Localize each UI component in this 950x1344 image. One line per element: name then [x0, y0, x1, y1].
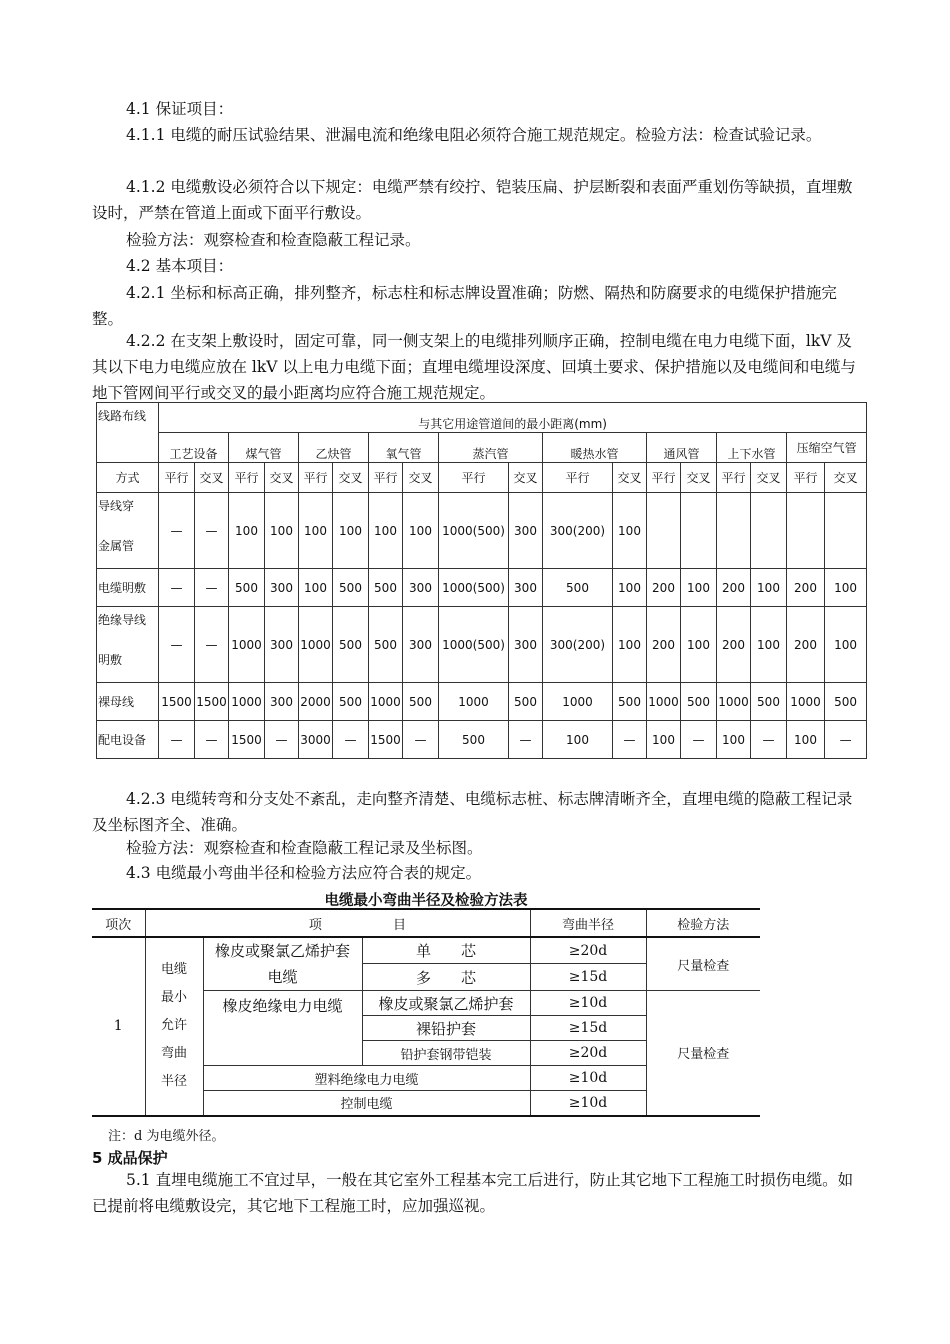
- table-cell: —: [403, 721, 439, 759]
- table-cell: —: [751, 721, 787, 759]
- group-header: 暖热水管: [543, 433, 647, 463]
- item-number: 1: [92, 937, 145, 1116]
- table-cell: 100: [647, 721, 681, 759]
- category-line: 半径: [160, 1074, 187, 1090]
- table-cell: 500: [439, 721, 509, 759]
- table-cell: [681, 493, 717, 569]
- parallel-header: 平行: [299, 463, 333, 493]
- table-cell: 1000: [229, 607, 265, 683]
- header-item-left: 项: [308, 917, 322, 933]
- table-cell: 200: [717, 607, 751, 683]
- table-cell: 300(200): [543, 493, 613, 569]
- paragraph-4-2-3: 4.2.3 电缆转弯和分支处不紊乱，走向整齐清楚、电缆标志桩、标志牌清晰齐全，直埋电缆的隐蔽工程记录及坐标图齐全、准确。: [92, 790, 853, 834]
- multi-core: 多 芯: [362, 964, 530, 991]
- table-cell: 500: [333, 569, 369, 607]
- table-cell: 200: [717, 569, 751, 607]
- parallel-header: 平行: [439, 463, 509, 493]
- cross-header: 交叉: [613, 463, 647, 493]
- radius-multi-core: ≥15d: [530, 964, 646, 991]
- table-cell: —: [681, 721, 717, 759]
- table-cell: 100: [751, 569, 787, 607]
- table-cell: 1000: [229, 683, 265, 721]
- header-radius: 弯曲半径: [530, 909, 646, 937]
- table-cell: 100: [681, 607, 717, 683]
- table-cell: 1500: [195, 683, 229, 721]
- paragraph-4-3: 4.3 电缆最小弯曲半径和检验方法应符合表的规定。: [126, 864, 482, 882]
- table-cell: 3000: [299, 721, 333, 759]
- table-cell: —: [333, 721, 369, 759]
- table-cell: 1000: [543, 683, 613, 721]
- category-line: 最小: [160, 990, 187, 1006]
- table-cell: 300: [403, 569, 439, 607]
- table-cell: 100: [825, 569, 867, 607]
- table-cell: 200: [647, 569, 681, 607]
- parallel-header: 平行: [717, 463, 751, 493]
- table-cell: 100: [299, 493, 333, 569]
- table-cell: 500: [333, 607, 369, 683]
- table-cell: 500: [403, 683, 439, 721]
- table-cell: 100: [681, 569, 717, 607]
- category-line: 允许: [160, 1018, 187, 1034]
- heading-4-1: 4.1 保证项目：: [126, 100, 234, 118]
- rubber-pvc-cable: 橡皮或聚氯乙烯护套电缆: [203, 937, 362, 991]
- min-distance-table: [96, 402, 867, 759]
- row-label: 电缆明敷: [97, 569, 159, 607]
- table-cell: —: [159, 569, 195, 607]
- group-header: 煤气管: [229, 433, 299, 463]
- table-cell: —: [195, 607, 229, 683]
- table-cell: 500: [825, 683, 867, 721]
- sub-bare-lead: 裸铅护套: [362, 1016, 530, 1041]
- table-cell: 200: [787, 569, 825, 607]
- table-cell: 500: [369, 569, 403, 607]
- table-cell: 1500: [159, 683, 195, 721]
- table-cell: 2000: [299, 683, 333, 721]
- table-cell: 100: [613, 569, 647, 607]
- corner-header-bottom: 方式: [97, 463, 159, 493]
- bend-table-title: 电缆最小弯曲半径及检验方法表: [324, 893, 528, 909]
- heading-5: 5 成品保护: [92, 1149, 168, 1167]
- group-header: 乙炔管: [299, 433, 369, 463]
- table-cell: 500: [751, 683, 787, 721]
- table-cell: [751, 493, 787, 569]
- table-cell: 100: [717, 721, 751, 759]
- table-cell: —: [195, 569, 229, 607]
- radius-sub-bare-lead: ≥15d: [530, 1016, 646, 1041]
- sub-rubber-pvc: 橡皮或聚氯乙烯护套: [362, 991, 530, 1016]
- radius-single-core: ≥20d: [530, 937, 646, 964]
- table-cell: 500: [229, 569, 265, 607]
- table-cell: —: [825, 721, 867, 759]
- table-cell: 100: [751, 607, 787, 683]
- category-line: 电缆: [160, 962, 187, 978]
- table-cell: 100: [403, 493, 439, 569]
- parallel-header: 平行: [543, 463, 613, 493]
- radius-control: ≥10d: [530, 1091, 646, 1116]
- paragraph-4-1-1: 4.1.1 电缆的耐压试验结果、泄漏电流和绝缘电阻必须符合施工规范规定。检验方法：检查试验记录。: [126, 126, 822, 144]
- group-header: 通风管: [647, 433, 717, 463]
- parallel-header: 平行: [229, 463, 265, 493]
- table-cell: —: [509, 721, 543, 759]
- table-cell: 1000: [717, 683, 751, 721]
- row-label-top: 导线穿: [98, 499, 135, 513]
- row-label-bottom: 明敷: [98, 653, 123, 667]
- table-cell: 500: [543, 569, 613, 607]
- table-cell: 1500: [369, 721, 403, 759]
- table-cell: 200: [787, 607, 825, 683]
- cross-header: 交叉: [509, 463, 543, 493]
- table-cell: 300: [509, 607, 543, 683]
- header-method: 检验方法: [646, 909, 760, 937]
- table-cell: [825, 493, 867, 569]
- table-cell: [787, 493, 825, 569]
- table-cell: 500: [681, 683, 717, 721]
- row-label: [97, 493, 159, 569]
- radius-plastic-power: ≥10d: [530, 1066, 646, 1091]
- table-cell: —: [613, 721, 647, 759]
- table-cell: 500: [333, 683, 369, 721]
- rubber-insulated-power-cable: 橡皮绝缘电力电缆: [203, 991, 362, 1066]
- plastic-power-cable: 塑料绝缘电力电缆: [203, 1066, 530, 1091]
- table-cell: 1000: [369, 683, 403, 721]
- table-cell: [647, 493, 681, 569]
- table-cell: 500: [613, 683, 647, 721]
- cross-header: 交叉: [681, 463, 717, 493]
- group-header: 上下水管: [717, 433, 787, 463]
- table-cell: [717, 493, 751, 569]
- sub-lead-steel: 铅护套钢带铠装: [362, 1041, 530, 1066]
- table-cell: 500: [509, 683, 543, 721]
- header-item: [145, 909, 530, 937]
- table-cell: 200: [647, 607, 681, 683]
- table-cell: 1000(500): [439, 493, 509, 569]
- table-cell: 100: [333, 493, 369, 569]
- table-cell: 100: [369, 493, 403, 569]
- table-cell: 1000: [787, 683, 825, 721]
- heading-4-2: 4.2 基本项目：: [126, 257, 234, 275]
- table-cell: —: [265, 721, 299, 759]
- paragraph-4-2-1: 4.2.1 坐标和标高正确，排列整齐，标志柱和标志牌设置准确；防燃、隔热和防腐要求的电缆保护措施完整。: [92, 284, 837, 328]
- table-cell: 300: [265, 569, 299, 607]
- table-cell: 300: [403, 607, 439, 683]
- table-cell: 100: [613, 607, 647, 683]
- method-1: 尺量检查: [646, 937, 760, 991]
- radius-sub-rubber-pvc: ≥10d: [530, 991, 646, 1016]
- table-cell: 100: [825, 607, 867, 683]
- table-cell: —: [195, 721, 229, 759]
- table-cell: 100: [613, 493, 647, 569]
- table-cell: 1000: [299, 607, 333, 683]
- paragraph-4-2-method: 检验方法：观察检查和检查隐蔽工程记录及坐标图。: [126, 839, 483, 857]
- parallel-header: 平行: [647, 463, 681, 493]
- cross-header: 交叉: [825, 463, 867, 493]
- table-cell: 100: [265, 493, 299, 569]
- table-cell: 100: [543, 721, 613, 759]
- table-cell: 1000: [647, 683, 681, 721]
- table-cell: 300: [509, 569, 543, 607]
- cross-header: 交叉: [333, 463, 369, 493]
- parallel-header: 平行: [159, 463, 195, 493]
- category-line: 弯曲: [160, 1046, 187, 1062]
- corner-header-top: 线路布线: [97, 403, 159, 463]
- table-cell: —: [159, 721, 195, 759]
- row-label-bottom: 金属管: [98, 539, 135, 553]
- header-item-no: 项次: [92, 909, 145, 937]
- paragraph-5-1: 5.1 直埋电缆施工不宜过早，一般在其它室外工程基本完工后进行，防止其它地下工程施工时损伤电缆。如已提前将电缆敷设完，其它地下工程施工时，应加强巡视。: [92, 1171, 854, 1215]
- table-cell: 500: [369, 607, 403, 683]
- main-header: 与其它用途管道间的最小距离(mm): [159, 403, 867, 433]
- group-header: 蒸汽管: [439, 433, 543, 463]
- group-header: 工艺设备: [159, 433, 229, 463]
- parallel-header: 平行: [787, 463, 825, 493]
- parallel-header: 平行: [369, 463, 403, 493]
- category-cell: [145, 937, 203, 1116]
- paragraph-4-2-2: 4.2.2 在支架上敷设时，固定可靠，同一侧支架上的电缆排列顺序正确，控制电缆在电力电缆下面，lkV 及其以下电力电缆应放在 lkV 以上电力电缆下面；直埋电缆埋设深度、回填土要求、保护措施以及电缆间和电缆与地下管网间平行或交叉的最小距离均应符合施工规范规定。: [92, 332, 856, 402]
- table-cell: 300: [509, 493, 543, 569]
- cross-header: 交叉: [195, 463, 229, 493]
- radius-sub-lead-steel: ≥20d: [530, 1041, 646, 1066]
- table-cell: 300: [265, 607, 299, 683]
- group-header: 氧气管: [369, 433, 439, 463]
- header-item-right: 目: [393, 917, 407, 933]
- table-cell: 1000(500): [439, 607, 509, 683]
- group-header: 压缩空气管: [787, 433, 867, 463]
- table-cell: 1000: [439, 683, 509, 721]
- row-label: [97, 607, 159, 683]
- control-cable: 控制电缆: [203, 1091, 530, 1116]
- table-cell: 1000(500): [439, 569, 509, 607]
- table-cell: 100: [299, 569, 333, 607]
- cross-header: 交叉: [751, 463, 787, 493]
- bend-radius-table: [92, 908, 760, 1117]
- table-cell: 300: [265, 683, 299, 721]
- cross-header: 交叉: [403, 463, 439, 493]
- table-cell: 100: [787, 721, 825, 759]
- row-label-top: 绝缘导线: [98, 613, 147, 627]
- paragraph-4-1-method: 检验方法：观察检查和检查隐蔽工程记录。: [126, 231, 421, 249]
- single-core: 单 芯: [362, 937, 530, 964]
- table-cell: —: [159, 493, 195, 569]
- table-cell: 300(200): [543, 607, 613, 683]
- table-cell: —: [159, 607, 195, 683]
- paragraph-4-1-2: 4.1.2 电缆敷设必须符合以下规定：电缆严禁有绞拧、铠装压扁、护层断裂和表面严重划伤等缺损，直埋敷设时，严禁在管道上面或下面平行敷设。: [92, 178, 853, 222]
- table-cell: 1500: [229, 721, 265, 759]
- cross-header: 交叉: [265, 463, 299, 493]
- table-cell: 100: [229, 493, 265, 569]
- row-label: 配电设备: [97, 721, 159, 759]
- row-label: 裸母线: [97, 683, 159, 721]
- table-cell: —: [195, 493, 229, 569]
- bend-table-note: 注：d 为电缆外径。: [108, 1129, 225, 1144]
- method-2: 尺量检查: [646, 991, 760, 1116]
